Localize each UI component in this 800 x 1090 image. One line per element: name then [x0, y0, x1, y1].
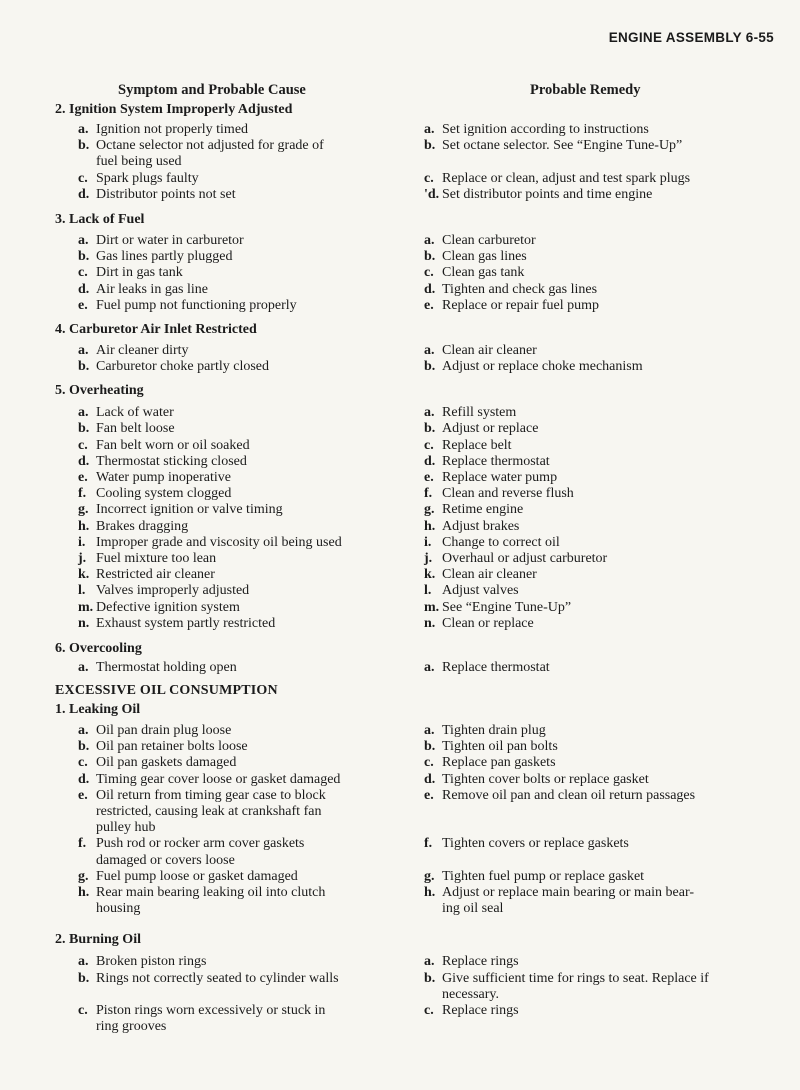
cause-item — [78, 772, 390, 788]
table-row — [0, 502, 800, 518]
cause-item — [78, 233, 390, 249]
remedy-letter: g. — [424, 502, 435, 518]
cause-letter: c. — [78, 170, 88, 186]
column-heading-cause: Symptom and Probable Cause — [118, 82, 306, 98]
cause-item — [78, 470, 390, 486]
cause-letter: h. — [78, 885, 90, 900]
remedy-letter: d. — [424, 453, 436, 469]
cause-item — [78, 788, 390, 837]
section-rows — [0, 723, 800, 917]
remedy-item — [424, 233, 764, 249]
cause-text: pulley hub — [96, 820, 156, 836]
table-row — [0, 567, 800, 583]
remedy-item — [424, 660, 764, 676]
remedy-letter: a. — [424, 954, 435, 970]
remedy-item — [424, 249, 764, 265]
cause-text: Ignition not properly timed — [96, 122, 249, 137]
section-title: 2. Ignition System Improperly Adjusted — [55, 102, 293, 117]
cause-letter: c. — [78, 755, 88, 771]
cause-letter: b. — [78, 138, 90, 154]
cause-text: damaged or covers loose — [96, 852, 235, 868]
cause-text: Spark plugs faulty — [96, 170, 199, 186]
remedy-text: Tighten fuel pump or replace gasket — [442, 868, 645, 884]
cause-letter: b. — [78, 421, 90, 437]
remedy-letter: h. — [424, 885, 436, 900]
cause-letter: a. — [78, 342, 89, 358]
section-rows — [0, 954, 800, 1035]
cause-letter: a. — [78, 723, 89, 739]
remedy-text: Clean gas lines — [442, 249, 527, 265]
table-row — [0, 869, 800, 885]
remedy-item — [424, 454, 764, 470]
running-header: ENGINE ASSEMBLY 6-55 — [608, 30, 774, 45]
remedy-text: Tighten drain plug — [442, 723, 546, 739]
symptom-section — [0, 640, 800, 676]
remedy-text: Replace belt — [442, 437, 512, 453]
table-row — [0, 885, 800, 917]
cause-text: Timing gear cover loose or gasket damaged — [96, 771, 341, 787]
remedy-letter: a. — [424, 723, 435, 739]
cause-text: Air cleaner dirty — [96, 342, 189, 358]
cause-letter: k. — [78, 567, 90, 583]
remedy-letter: c. — [424, 265, 434, 281]
remedy-letter: e. — [424, 787, 434, 803]
cause-item — [78, 282, 390, 298]
table-row — [0, 454, 800, 470]
cause-item — [78, 971, 390, 987]
remedy-letter: d. — [424, 281, 436, 297]
table-row — [0, 551, 800, 567]
table-row — [0, 282, 800, 298]
remedy-text: Give sufficient time for rings to seat. Replace if — [442, 970, 709, 986]
section-title: 1. Leaking Oil — [55, 702, 141, 718]
cause-item — [78, 249, 390, 265]
cause-text: Distributor points not set — [96, 186, 236, 202]
cause-item — [78, 138, 390, 170]
cause-text: Push rod or rocker arm cover gaskets — [96, 836, 305, 852]
cause-text: fuel being used — [96, 154, 182, 170]
remedy-text: Replace pan gaskets — [442, 755, 556, 771]
table-row — [0, 788, 800, 837]
table-row — [0, 249, 800, 265]
cause-text: Oil pan drain plug loose — [96, 723, 232, 739]
table-row — [0, 616, 800, 632]
remedy-letter: l. — [424, 583, 432, 599]
cause-letter: a. — [78, 954, 89, 970]
remedy-text: Tighten and check gas lines — [442, 281, 598, 297]
remedy-item — [424, 265, 764, 281]
cause-text: Fuel pump loose or gasket damaged — [96, 868, 298, 884]
column-heading-remedy: Probable Remedy — [530, 82, 641, 98]
cause-text: Gas lines partly plugged — [96, 249, 233, 265]
remedy-letter: f. — [424, 836, 433, 852]
cause-item — [78, 616, 390, 632]
remedy-letter: k. — [424, 567, 436, 583]
cause-text: Dirt or water in carburetor — [96, 232, 244, 248]
cause-letter: d. — [78, 281, 90, 297]
remedy-item — [424, 616, 764, 632]
remedy-text: Clean carburetor — [442, 232, 536, 248]
remedy-item — [424, 567, 764, 583]
table-row — [0, 836, 800, 868]
cause-letter: l. — [78, 583, 86, 599]
remedy-item — [424, 343, 764, 359]
section-rows — [0, 405, 800, 632]
cause-letter: g. — [78, 502, 89, 518]
remedy-letter: b. — [424, 970, 436, 986]
table-row — [0, 954, 800, 970]
symptom-section — [0, 931, 800, 1035]
remedy-text: Remove oil pan and clean oil return passages — [442, 787, 696, 803]
table-row — [0, 971, 800, 1003]
cause-item — [78, 438, 390, 454]
section-rows — [0, 660, 800, 676]
cause-text: Lack of water — [96, 405, 174, 421]
remedy-letter: a. — [424, 405, 435, 421]
remedy-text: Replace or clean, adjust and test spark plugs — [442, 170, 691, 186]
cause-item — [78, 535, 390, 551]
remedy-letter: 'd. — [424, 186, 440, 202]
cause-letter: m. — [78, 599, 94, 615]
remedy-text: ing oil seal — [442, 901, 504, 917]
section-title: 5. Overheating — [55, 383, 144, 399]
cause-letter: c. — [78, 437, 88, 453]
remedy-item — [424, 187, 764, 203]
cause-item — [78, 739, 390, 755]
remedy-letter: a. — [424, 122, 435, 137]
cause-text: Rings not correctly seated to cylinder walls — [96, 970, 339, 986]
cause-text: housing — [96, 901, 141, 917]
cause-text: Fuel mixture too lean — [96, 550, 217, 566]
table-row — [0, 583, 800, 599]
remedy-letter: m. — [424, 599, 440, 615]
remedy-text: Clean or replace — [442, 615, 534, 631]
cause-text: Exhaust system partly restricted — [96, 615, 276, 631]
remedy-letter: a. — [424, 232, 435, 248]
cause-item — [78, 405, 390, 421]
remedy-item — [424, 470, 764, 486]
cause-text: Fuel pump not functioning properly — [96, 297, 297, 313]
cause-item — [78, 600, 390, 616]
remedy-text: Clean air cleaner — [442, 342, 537, 358]
remedy-item — [424, 739, 764, 755]
remedy-text: Set ignition according to instructions — [442, 122, 649, 137]
cause-item — [78, 187, 390, 203]
cause-letter: a. — [78, 122, 89, 137]
cause-letter: i. — [78, 534, 86, 550]
section-title: 2. Burning Oil — [55, 932, 141, 948]
remedy-letter: j. — [424, 550, 433, 566]
remedy-item — [424, 535, 764, 551]
remedy-letter: b. — [424, 421, 436, 437]
cause-item — [78, 723, 390, 739]
remedy-item — [424, 583, 764, 599]
table-row — [0, 772, 800, 788]
remedy-item — [424, 298, 764, 314]
remedy-letter: f. — [424, 486, 433, 502]
troubleshooting-content — [0, 101, 800, 1035]
remedy-item — [424, 282, 764, 298]
cause-item — [78, 298, 390, 314]
remedy-item — [424, 551, 764, 567]
cause-letter: f. — [78, 486, 87, 502]
cause-text: Cooling system clogged — [96, 486, 232, 502]
remedy-text: Refill system — [442, 405, 517, 421]
cause-letter: b. — [78, 970, 90, 986]
remedy-text: Adjust or replace — [442, 421, 539, 437]
cause-letter: f. — [78, 836, 87, 852]
remedy-text: Adjust valves — [442, 583, 519, 599]
symptom-section — [0, 101, 800, 203]
remedy-letter: g. — [424, 868, 435, 884]
remedy-text: Tighten oil pan bolts — [442, 739, 558, 755]
symptom-section — [0, 701, 800, 917]
cause-letter: d. — [78, 771, 90, 787]
remedy-text: Replace rings — [442, 1002, 519, 1018]
table-row — [0, 122, 800, 138]
cause-item — [78, 421, 390, 437]
table-row — [0, 739, 800, 755]
remedy-item — [424, 519, 764, 535]
cause-item — [78, 836, 390, 868]
remedy-text: necessary. — [442, 986, 500, 1002]
cause-item — [78, 1003, 390, 1035]
remedy-item — [424, 1003, 764, 1019]
cause-letter: e. — [78, 470, 88, 486]
remedy-letter: c. — [424, 437, 434, 453]
table-row — [0, 343, 800, 359]
remedy-letter: d. — [424, 771, 436, 787]
cause-text: Improper grade and viscosity oil being used — [96, 534, 342, 550]
symptom-section — [0, 321, 800, 375]
remedy-text: Clean gas tank — [442, 265, 525, 281]
cause-letter: b. — [78, 739, 90, 755]
cause-letter: b. — [78, 359, 90, 375]
remedy-item — [424, 600, 764, 616]
remedy-letter: e. — [424, 297, 434, 313]
remedy-item — [424, 772, 764, 788]
remedy-text: Clean and reverse flush — [442, 486, 574, 502]
remedy-item — [424, 405, 764, 421]
remedy-item — [424, 788, 764, 804]
cause-text: ring grooves — [96, 1019, 167, 1035]
remedy-text: Replace thermostat — [442, 453, 550, 469]
remedy-letter: a. — [424, 659, 435, 675]
table-row — [0, 535, 800, 551]
cause-text: Oil pan retainer bolts loose — [96, 739, 248, 755]
cause-letter: a. — [78, 659, 89, 675]
remedy-item — [424, 723, 764, 739]
remedy-text: Set octane selector. See “Engine Tune-Up” — [442, 138, 683, 154]
section-rows — [0, 343, 800, 375]
cause-letter: c. — [78, 1002, 88, 1018]
remedy-letter: b. — [424, 138, 436, 154]
remedy-text: Replace or repair fuel pump — [442, 297, 600, 313]
cause-text: Thermostat holding open — [96, 659, 237, 675]
table-row — [0, 600, 800, 616]
cause-item — [78, 171, 390, 187]
remedy-text: Adjust brakes — [442, 518, 520, 534]
remedy-letter: i. — [424, 534, 432, 550]
section-title: 3. Lack of Fuel — [55, 211, 145, 227]
cause-letter: n. — [78, 615, 90, 631]
remedy-item — [424, 836, 764, 852]
cause-letter: j. — [78, 550, 87, 566]
remedy-letter: a. — [424, 342, 435, 358]
cause-text: Piston rings worn excessively or stuck in — [96, 1002, 326, 1018]
cause-item — [78, 583, 390, 599]
cause-text: Rear main bearing leaking oil into clutch — [96, 885, 326, 900]
section-title: 6. Overcooling — [55, 640, 142, 656]
table-row — [0, 187, 800, 203]
section-title: 4. Carburetor Air Inlet Restricted — [55, 321, 257, 337]
table-row — [0, 660, 800, 676]
table-row — [0, 138, 800, 170]
table-row — [0, 438, 800, 454]
cause-item — [78, 551, 390, 567]
cause-item — [78, 343, 390, 359]
cause-letter: h. — [78, 518, 90, 534]
cause-item — [78, 122, 390, 138]
remedy-text: Adjust or replace choke mechanism — [442, 359, 643, 375]
remedy-text: Replace water pump — [442, 470, 558, 486]
cause-item — [78, 885, 390, 917]
cause-text: restricted, causing leak at crankshaft fan — [96, 804, 322, 820]
remedy-text: Set distributor points and time engine — [442, 186, 653, 202]
remedy-text: See “Engine Tune-Up” — [442, 599, 572, 615]
cause-text: Restricted air cleaner — [96, 567, 215, 583]
cause-text: Fan belt worn or oil soaked — [96, 437, 250, 453]
cause-item — [78, 954, 390, 970]
table-row — [0, 405, 800, 421]
table-row — [0, 298, 800, 314]
remedy-text: Adjust or replace main bearing or main bear- — [442, 885, 695, 900]
table-row — [0, 421, 800, 437]
cause-text: Brakes dragging — [96, 518, 189, 534]
cause-letter: e. — [78, 787, 88, 803]
section-rows — [0, 122, 800, 203]
remedy-letter: c. — [424, 1002, 434, 1018]
remedy-letter: b. — [424, 249, 436, 265]
cause-item — [78, 454, 390, 470]
remedy-text: Replace thermostat — [442, 659, 550, 675]
cause-letter: e. — [78, 297, 88, 313]
cause-text: Valves improperly adjusted — [96, 583, 250, 599]
table-row — [0, 233, 800, 249]
cause-text: Oil pan gaskets damaged — [96, 755, 237, 771]
cause-letter: a. — [78, 405, 89, 421]
cause-text: Incorrect ignition or valve timing — [96, 502, 283, 518]
remedy-item — [424, 869, 764, 885]
remedy-item — [424, 502, 764, 518]
table-row — [0, 755, 800, 771]
cause-item — [78, 502, 390, 518]
remedy-text: Change to correct oil — [442, 534, 560, 550]
remedy-text: Tighten covers or replace gaskets — [442, 836, 629, 852]
cause-item — [78, 869, 390, 885]
remedy-letter: n. — [424, 615, 436, 631]
remedy-item — [424, 138, 764, 154]
remedy-letter: c. — [424, 170, 434, 186]
major-heading: EXCESSIVE OIL CONSUMPTION — [55, 683, 278, 699]
cause-text: Thermostat sticking closed — [96, 453, 247, 469]
section-rows — [0, 233, 800, 314]
remedy-letter: c. — [424, 755, 434, 771]
remedy-letter: e. — [424, 470, 434, 486]
remedy-letter: b. — [424, 739, 436, 755]
remedy-text: Retime engine — [442, 502, 524, 518]
remedy-item — [424, 122, 764, 138]
cause-item — [78, 359, 390, 375]
cause-item — [78, 567, 390, 583]
table-row — [0, 359, 800, 375]
remedy-item — [424, 971, 764, 1003]
cause-letter: b. — [78, 249, 90, 265]
remedy-text: Overhaul or adjust carburetor — [442, 550, 608, 566]
cause-text: Octane selector not adjusted for grade of — [96, 138, 324, 154]
remedy-text: Replace rings — [442, 954, 519, 970]
table-row — [0, 486, 800, 502]
table-row — [0, 723, 800, 739]
remedy-item — [424, 171, 764, 187]
cause-item — [78, 265, 390, 281]
remedy-item — [424, 954, 764, 970]
cause-letter: a. — [78, 232, 89, 248]
cause-text: Fan belt loose — [96, 421, 175, 437]
remedy-item — [424, 359, 764, 375]
cause-item — [78, 519, 390, 535]
table-row — [0, 519, 800, 535]
remedy-item — [424, 486, 764, 502]
remedy-item — [424, 438, 764, 454]
cause-text: Defective ignition system — [96, 599, 240, 615]
cause-item — [78, 660, 390, 676]
cause-letter: g. — [78, 868, 89, 884]
cause-text: Water pump inoperative — [96, 470, 231, 486]
cause-letter: c. — [78, 265, 88, 281]
symptom-section — [0, 382, 800, 632]
table-row — [0, 1003, 800, 1035]
table-row — [0, 265, 800, 281]
cause-text: Broken piston rings — [96, 954, 207, 970]
symptom-section — [0, 211, 800, 314]
remedy-item — [424, 755, 764, 771]
cause-text: Dirt in gas tank — [96, 265, 183, 281]
cause-letter: d. — [78, 186, 90, 202]
table-row — [0, 470, 800, 486]
remedy-text: Clean air cleaner — [442, 567, 537, 583]
remedy-letter: h. — [424, 518, 436, 534]
remedy-item — [424, 885, 764, 917]
cause-text: Carburetor choke partly closed — [96, 359, 269, 375]
cause-letter: d. — [78, 453, 90, 469]
remedy-letter: b. — [424, 359, 436, 375]
remedy-text: Tighten cover bolts or replace gasket — [442, 771, 649, 787]
cause-text: Oil return from timing gear case to block — [96, 787, 326, 803]
table-row — [0, 171, 800, 187]
remedy-item — [424, 421, 764, 437]
cause-text: Air leaks in gas line — [96, 281, 208, 297]
cause-item — [78, 755, 390, 771]
cause-item — [78, 486, 390, 502]
